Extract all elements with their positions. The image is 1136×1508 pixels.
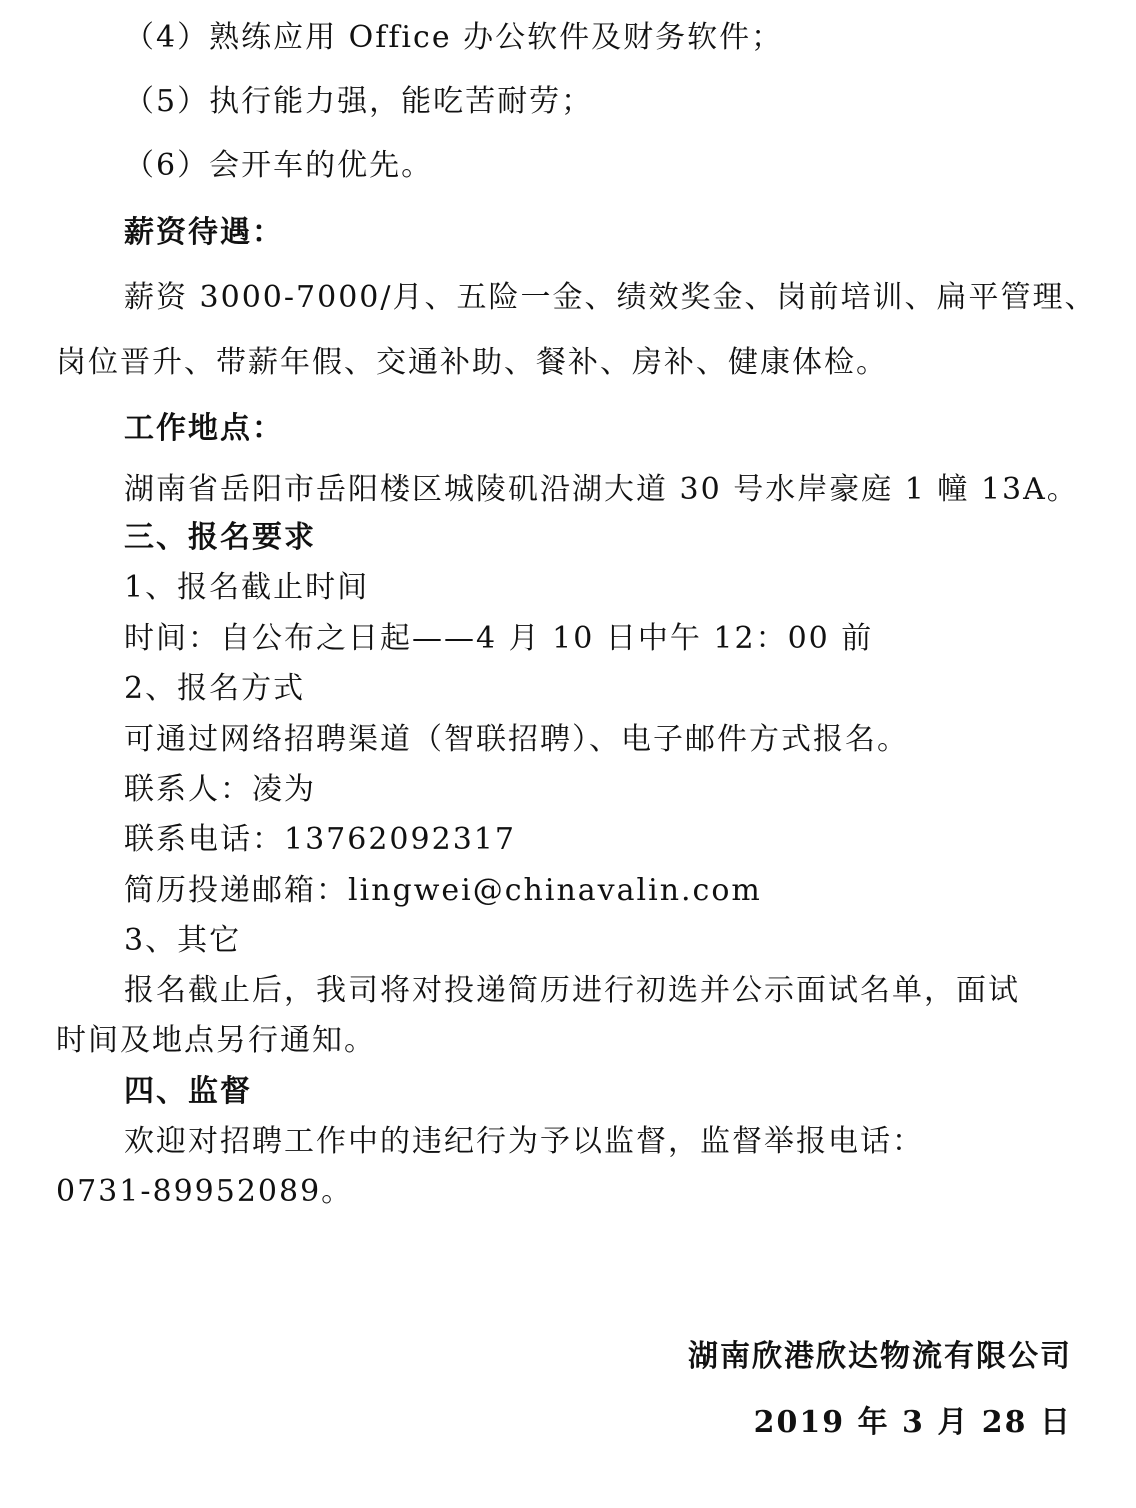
contact-phone: 联系电话：13762092317 (124, 822, 516, 857)
salary-text-line-2: 岗位晋升、带薪年假、交通补助、餐补、房补、健康体检。 (56, 345, 888, 380)
supervision-heading: 四、监督 (124, 1074, 252, 1109)
requirement-item-4: （4）熟练应用 Office 办公软件及财务软件； (124, 20, 784, 55)
signature-company: 湖南欣港欣达物流有限公司 (688, 1339, 1072, 1374)
method-heading: 2、报名方式 (124, 671, 306, 706)
salary-heading: 薪资待遇： (124, 215, 284, 250)
resume-email: 简历投递邮箱：lingwei@chinavalin.com (124, 873, 762, 908)
deadline-text: 时间：自公布之日起——4 月 10 日中午 12：00 前 (124, 621, 874, 656)
other-text-line-2: 时间及地点另行通知。 (56, 1023, 376, 1058)
requirement-item-6: （6）会开车的优先。 (124, 148, 434, 183)
location-address: 湖南省岳阳市岳阳楼区城陵矶沿湖大道 30 号水岸豪庭 1 幢 13A。 (124, 472, 1079, 507)
requirement-item-5: （5）执行能力强，能吃苦耐劳； (124, 84, 594, 119)
location-heading: 工作地点： (124, 411, 284, 446)
method-text: 可通过网络招聘渠道（智联招聘）、电子邮件方式报名。 (124, 722, 909, 757)
supervision-text-line-1: 欢迎对招聘工作中的违纪行为予以监督，监督举报电话： (124, 1124, 924, 1159)
registration-heading: 三、报名要求 (124, 520, 316, 555)
signature-date: 2019 年 3 月 28 日 (753, 1405, 1072, 1440)
contact-person: 联系人：凌为 (124, 772, 316, 807)
supervision-phone: 0731-89952089。 (56, 1174, 354, 1209)
other-text-line-1: 报名截止后，我司将对投递简历进行初选并公示面试名单，面试 (124, 973, 1020, 1008)
other-heading: 3、其它 (124, 923, 242, 958)
salary-text-line-1: 薪资 3000-7000/月、五险一金、绩效奖金、岗前培训、扁平管理、 (124, 280, 1097, 315)
deadline-heading: 1、报名截止时间 (124, 570, 370, 605)
